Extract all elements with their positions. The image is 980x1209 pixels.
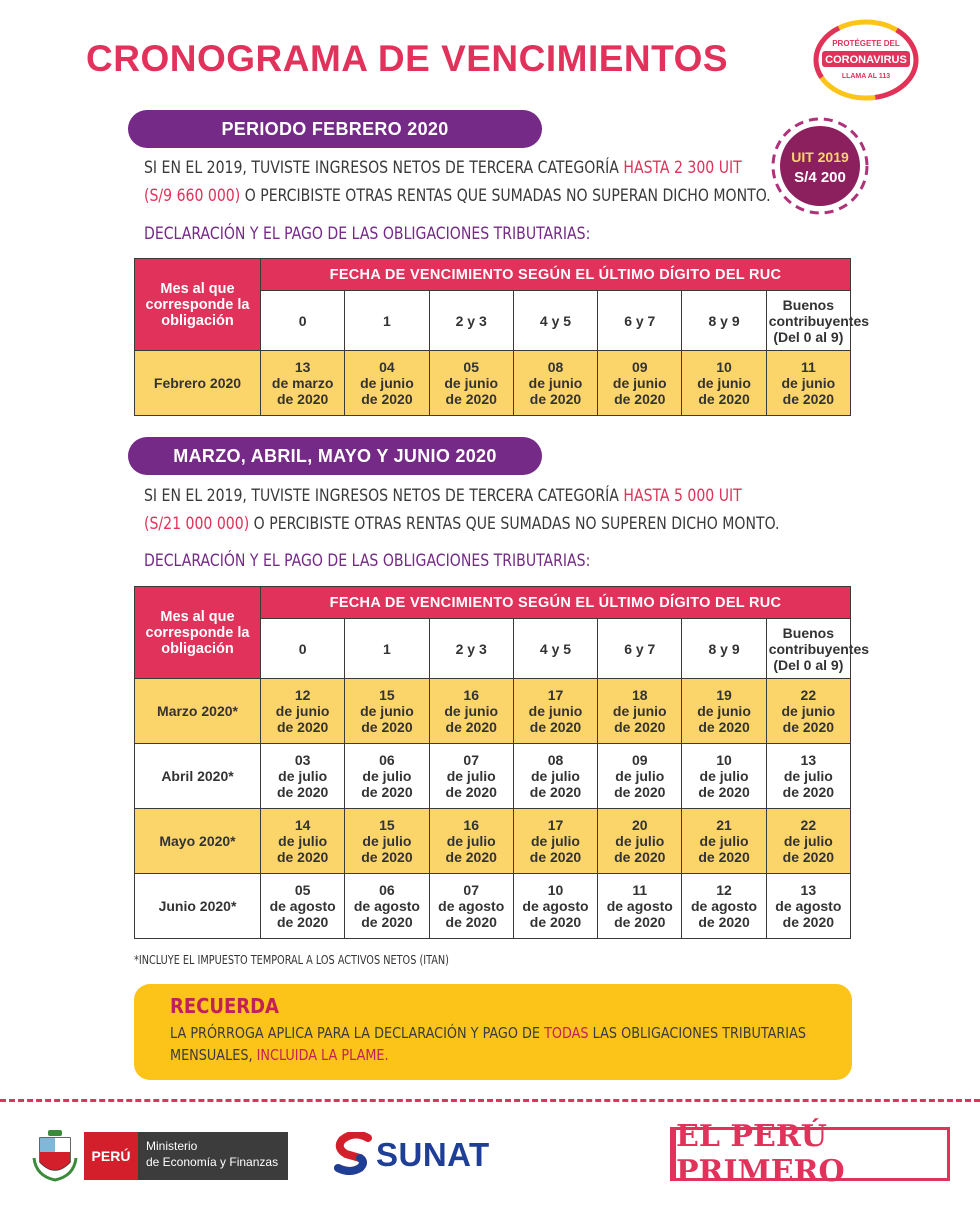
sunat-text: SUNAT [376, 1136, 490, 1173]
section1-pill: PERIODO FEBRERO 2020 [128, 110, 542, 148]
date-line: de 2020 [782, 784, 835, 800]
date-cell [682, 744, 766, 809]
date-cell [598, 679, 682, 744]
date-line: de agosto [606, 898, 673, 914]
date-line: 10 [716, 752, 732, 768]
date-line: de 2020 [529, 391, 582, 407]
date-line: de 2020 [445, 719, 497, 735]
coat-of-arms-icon [30, 1128, 80, 1184]
table-row [135, 351, 851, 416]
date-line: 04 [379, 359, 395, 375]
date-line: 18 [631, 687, 648, 703]
date-line: de julio [278, 833, 328, 849]
mes-header: Mes al que corresponde la obligación [135, 259, 261, 351]
date-line: de julio [362, 833, 412, 849]
date-line: de agosto [353, 898, 420, 914]
date-line: de junio [612, 703, 667, 719]
date-line: de 2020 [276, 784, 329, 800]
date-line: de junio [697, 703, 751, 719]
fecha-header: FECHA DE VENCIMIENTO SEGÚN EL ÚLTIMO DÍGITO DEL RUC [261, 587, 851, 619]
digit-cell: 6 y 7 [598, 291, 682, 351]
section1-intro-line2 [144, 186, 771, 206]
date-cell [766, 351, 850, 416]
date-cell [766, 744, 850, 809]
date-line: 09 [631, 359, 648, 375]
date-cell [261, 874, 345, 939]
recuerda-line2 [170, 1044, 764, 1066]
digit-cell: Buenos contribuyentes (Del 0 al 9) [766, 619, 850, 679]
date-line: de 2020 [782, 719, 835, 735]
date-cell [766, 809, 850, 874]
date-line: 17 [547, 687, 564, 703]
date-cell [598, 809, 682, 874]
date-line: de junio [360, 375, 414, 391]
digit-cell: 1 [345, 291, 429, 351]
date-line: de junio [697, 375, 751, 391]
date-cell [429, 809, 513, 874]
date-line: de junio [781, 703, 836, 719]
date-line: de 2020 [361, 391, 413, 407]
date-line: 20 [631, 817, 648, 833]
date-line: de 2020 [529, 914, 582, 930]
date-cell [345, 809, 429, 874]
date-line: 11 [632, 882, 648, 898]
recuerda-l1a: LA PRÓRROGA APLICA PARA LA DECLARACIÓN Y PAGO DE [170, 1024, 545, 1042]
date-line: 11 [800, 359, 816, 375]
section1-decl: DECLARACIÓN Y EL PAGO DE LAS OBLIGACIONES TRIBUTARIAS: [144, 224, 591, 244]
date-cell [513, 679, 597, 744]
mes-cell: Junio 2020* [135, 874, 261, 939]
date-cell [261, 809, 345, 874]
date-line: 08 [547, 752, 564, 768]
date-line: 13 [800, 882, 817, 898]
date-cell [513, 874, 597, 939]
date-line: 22 [800, 687, 817, 703]
digit-cell: Buenos contribuyentes (Del 0 al 9) [766, 291, 850, 351]
page-title: CRONOGRAMA DE VENCIMIENTOS [86, 38, 729, 79]
section2-intro-line1 [144, 486, 742, 506]
sunat-logo [334, 1130, 490, 1180]
date-line: de julio [530, 768, 580, 784]
section2-table [134, 586, 870, 939]
date-line: de 2020 [361, 784, 413, 800]
date-line: de 2020 [782, 391, 835, 407]
mes-cell: Mayo 2020* [135, 809, 261, 874]
date-cell [513, 351, 597, 416]
date-cell [682, 679, 766, 744]
date-line: 13 [800, 752, 817, 768]
ministerio-line1: Ministerio [146, 1139, 198, 1153]
date-line: 10 [547, 882, 564, 898]
date-line: de 2020 [361, 719, 413, 735]
digit-cell: 8 y 9 [682, 291, 766, 351]
date-cell [345, 351, 429, 416]
date-line: de 2020 [276, 391, 329, 407]
digit-cell: 0 [261, 291, 345, 351]
date-line: 07 [463, 752, 479, 768]
date-line: de 2020 [698, 391, 750, 407]
section1-intro-hl: HASTA 2 300 UIT [623, 158, 742, 178]
date-line: de 2020 [361, 914, 413, 930]
date-line: de 2020 [782, 849, 835, 865]
date-line: de agosto [522, 898, 589, 914]
date-line: de 2020 [529, 849, 582, 865]
date-cell [513, 744, 597, 809]
recuerda-l2a: MENSUALES, [170, 1046, 257, 1064]
date-line: de 2020 [276, 849, 329, 865]
date-line: de julio [783, 833, 833, 849]
recuerda-l2hl: INCLUIDA LA PLAME. [256, 1046, 389, 1064]
digit-cell: 1 [345, 619, 429, 679]
table-row [135, 809, 851, 874]
date-line: 17 [547, 817, 564, 833]
date-cell [766, 874, 850, 939]
sunat-s-icon [334, 1132, 374, 1178]
section1-intro-line1 [144, 158, 742, 178]
date-line: 09 [631, 752, 648, 768]
digit-cell: 4 y 5 [513, 619, 597, 679]
date-line: de agosto [438, 898, 505, 914]
date-cell [429, 351, 513, 416]
date-line: de agosto [690, 898, 758, 914]
digit-cell: 6 y 7 [598, 619, 682, 679]
recuerda-l1b: LAS OBLIGACIONES TRIBUTARIAS [588, 1024, 807, 1042]
mef-logo [30, 1126, 290, 1186]
badge-corona-line2: CORONAVIRUS [825, 54, 907, 66]
date-cell [261, 351, 345, 416]
date-line: de agosto [269, 898, 336, 914]
peru-label: PERÚ [84, 1132, 138, 1180]
date-cell [429, 874, 513, 939]
date-line: 15 [379, 687, 395, 703]
date-line: de junio [781, 375, 836, 391]
date-line: 21 [716, 817, 732, 833]
table-row [135, 679, 851, 744]
date-line: de 2020 [445, 784, 497, 800]
date-line: de junio [528, 703, 583, 719]
date-line: de 2020 [276, 914, 329, 930]
date-line: de 2020 [445, 849, 497, 865]
date-line: 19 [716, 687, 732, 703]
mes-cell: Abril 2020* [135, 744, 261, 809]
digit-cell: 2 y 3 [429, 619, 513, 679]
date-line: de junio [444, 703, 499, 719]
date-line: de 2020 [614, 719, 666, 735]
table-row [135, 744, 851, 809]
table-row [135, 874, 851, 939]
section2-intro-line2 [144, 514, 779, 534]
date-line: de julio [699, 768, 749, 784]
el-peru-primero-logo: EL PERÚ PRIMERO [670, 1127, 950, 1181]
date-cell [766, 679, 850, 744]
coronavirus-badge [812, 18, 920, 102]
date-line: de 2020 [614, 391, 666, 407]
date-line: de 2020 [698, 784, 750, 800]
date-line: de agosto [775, 898, 842, 914]
date-line: 16 [463, 817, 479, 833]
date-line: de 2020 [445, 391, 497, 407]
mes-header: Mes al que corresponde la obligación [135, 587, 261, 679]
date-cell [682, 809, 766, 874]
date-line: 03 [294, 752, 311, 768]
section2-intro-a: SI EN EL 2019, TUVISTE INGRESOS NETOS DE TERCERA CATEGORÍA [144, 486, 624, 506]
date-line: 05 [294, 882, 311, 898]
date-line: 14 [294, 817, 311, 833]
date-line: 22 [800, 817, 817, 833]
digit-cell: 8 y 9 [682, 619, 766, 679]
digit-cell: 4 y 5 [513, 291, 597, 351]
uit-badge-line1: UIT 2019 [791, 149, 849, 165]
date-cell [429, 744, 513, 809]
date-line: de julio [615, 833, 665, 849]
recuerda-l1hl: TODAS [544, 1024, 589, 1042]
date-line: de 2020 [529, 784, 582, 800]
date-line: 07 [463, 882, 479, 898]
date-cell [598, 351, 682, 416]
recuerda-line1 [170, 1022, 807, 1044]
date-line: de 2020 [698, 719, 750, 735]
date-line: de julio [699, 833, 749, 849]
section2-decl: DECLARACIÓN Y EL PAGO DE LAS OBLIGACIONES TRIBUTARIAS: [144, 551, 591, 571]
ministerio-label [138, 1132, 288, 1180]
date-line: 08 [547, 359, 564, 375]
date-cell [513, 809, 597, 874]
section2-pill: MARZO, ABRIL, MAYO Y JUNIO 2020 [128, 437, 542, 475]
date-line: de 2020 [614, 849, 666, 865]
date-cell [345, 679, 429, 744]
date-cell [682, 874, 766, 939]
date-line: 12 [716, 882, 732, 898]
mes-cell: Febrero 2020 [135, 351, 261, 416]
badge-corona-line1: PROTÉGETE DEL [832, 39, 900, 48]
date-line: 10 [716, 359, 732, 375]
digit-cell: 0 [261, 619, 345, 679]
date-line: de junio [275, 703, 330, 719]
section1-table [134, 258, 870, 416]
date-line: 06 [379, 882, 395, 898]
date-line: de junio [444, 375, 499, 391]
section2-intro-b: O PERCIBISTE OTRAS RENTAS QUE SUMADAS NO SUPEREN DICHO MONTO. [249, 514, 780, 534]
date-cell [429, 679, 513, 744]
uit-badge [764, 116, 876, 216]
uit-badge-line2: S/4 200 [794, 169, 846, 186]
date-line: de julio [446, 833, 496, 849]
section1-intro-a: SI EN EL 2019, TUVISTE INGRESOS NETOS DE TERCERA CATEGORÍA [144, 158, 624, 178]
date-line: 05 [463, 359, 479, 375]
section1-intro-b: O PERCIBISTE OTRAS RENTAS QUE SUMADAS NO SUPERAN DICHO MONTO. [240, 186, 771, 206]
section1-intro-b-hl: (S/9 660 000) [144, 186, 241, 206]
date-line: de julio [615, 768, 665, 784]
date-line: 16 [463, 687, 479, 703]
date-cell [261, 679, 345, 744]
footnote: *INCLUYE EL IMPUESTO TEMPORAL A LOS ACTIVOS NETOS (ITAN) [134, 953, 449, 967]
date-line: de 2020 [698, 849, 750, 865]
date-cell [261, 744, 345, 809]
section2-intro-hl: HASTA 5 000 UIT [623, 486, 742, 506]
date-cell [345, 744, 429, 809]
date-line: de 2020 [782, 914, 835, 930]
fecha-header: FECHA DE VENCIMIENTO SEGÚN EL ÚLTIMO DÍGITO DEL RUC [261, 259, 851, 291]
footer-divider [0, 1099, 980, 1102]
digit-cell: 2 y 3 [429, 291, 513, 351]
date-cell [598, 874, 682, 939]
date-line: de 2020 [529, 719, 582, 735]
section2-intro-b-hl: (S/21 000 000) [144, 514, 250, 534]
date-line: de julio [530, 833, 580, 849]
date-line: de 2020 [445, 914, 497, 930]
date-line: de junio [528, 375, 583, 391]
ministerio-line2: de Economía y Finanzas [146, 1155, 279, 1169]
date-line: de junio [612, 375, 667, 391]
date-line: de 2020 [614, 784, 666, 800]
date-line: 15 [379, 817, 395, 833]
date-line: de 2020 [361, 849, 413, 865]
date-line: de julio [278, 768, 328, 784]
date-line: de julio [362, 768, 412, 784]
date-cell [682, 351, 766, 416]
mes-cell: Marzo 2020* [135, 679, 261, 744]
date-line: de julio [783, 768, 833, 784]
date-line: de 2020 [698, 914, 750, 930]
date-line: 13 [294, 359, 311, 375]
date-cell [345, 874, 429, 939]
badge-corona-line3: LLAMA AL 113 [841, 73, 891, 80]
recuerda-title: RECUERDA [170, 994, 279, 1018]
recuerda-box [134, 984, 852, 1080]
date-line: 12 [294, 687, 311, 703]
date-line: de marzo [271, 375, 334, 391]
date-line: de 2020 [276, 719, 329, 735]
date-line: de 2020 [614, 914, 666, 930]
date-line: 06 [379, 752, 395, 768]
date-line: de junio [360, 703, 414, 719]
date-line: de julio [446, 768, 496, 784]
date-cell [598, 744, 682, 809]
